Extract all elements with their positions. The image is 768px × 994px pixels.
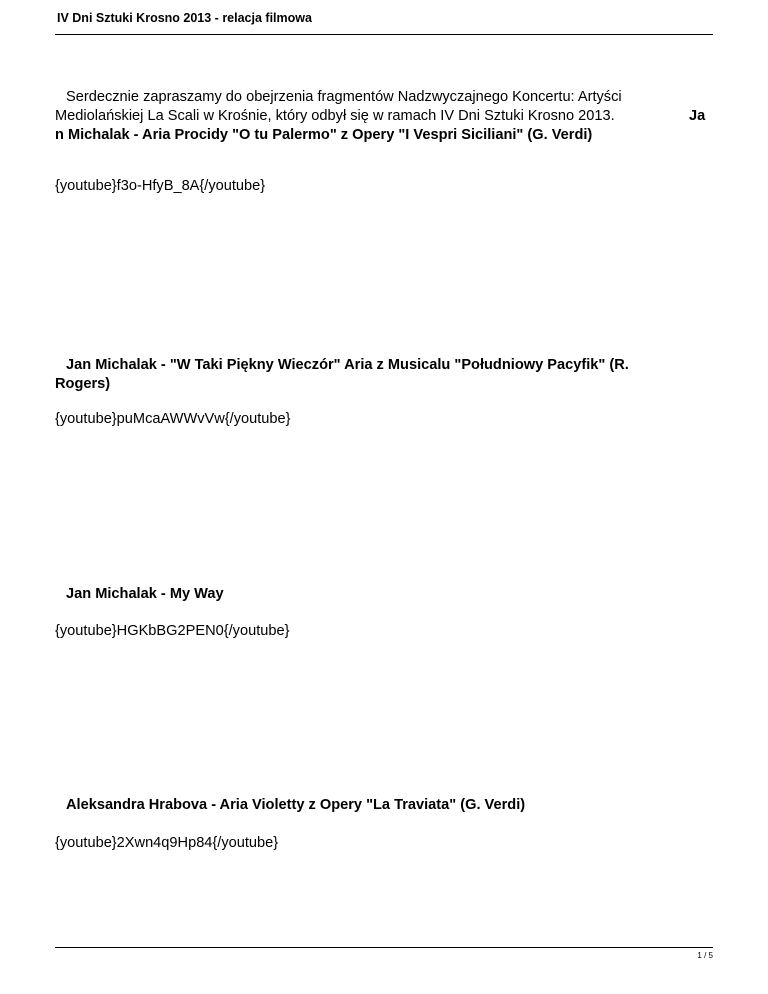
song-title (55, 356, 715, 394)
video-embed-code: {youtube}puMcaAWWvVw{/youtube} (55, 411, 291, 427)
video-embed-code: {youtube}HGKbBG2PEN0{/youtube} (55, 623, 290, 639)
page-number: 1 / 5 (697, 951, 713, 960)
song-title (55, 585, 715, 604)
song-title-line: Rogers) (55, 376, 111, 392)
intro-line: Serdecznie zapraszamy do obejrzenia fragmentów Nadzwyczajnego Koncertu: Artyści (66, 89, 622, 105)
header-divider (55, 34, 713, 35)
song-title-line: Jan Michalak - My Way (66, 586, 224, 602)
video-embed-code: {youtube}2Xwn4q9Hp84{/youtube} (55, 835, 279, 851)
song-title-fragment: n Michalak - Aria Procidy "O tu Palermo" z Opery "I Vespri Siciliani" (G. Verdi) (55, 127, 593, 143)
intro-line (55, 107, 715, 126)
video-embed-code: {youtube}f3o-HfyB_8A{/youtube} (55, 178, 266, 194)
footer-divider (55, 947, 713, 948)
intro-paragraph (55, 88, 715, 145)
song-title-line: Aleksandra Hrabova - Aria Violetty z Opery "La Traviata" (G. Verdi) (66, 797, 526, 813)
song-title-line: Jan Michalak - "W Taki Piękny Wieczór" Aria z Musicalu "Południowy Pacyfik" (R. (66, 357, 629, 373)
intro-line-text: Mediolańskiej La Scali w Krośnie, który odbył się w ramach IV Dni Sztuki Krosno 2013. (55, 108, 615, 124)
song-title-fragment: Ja (689, 108, 706, 124)
page-title: IV Dni Sztuki Krosno 2013 - relacja filmowa (57, 11, 312, 25)
song-title (55, 796, 715, 815)
